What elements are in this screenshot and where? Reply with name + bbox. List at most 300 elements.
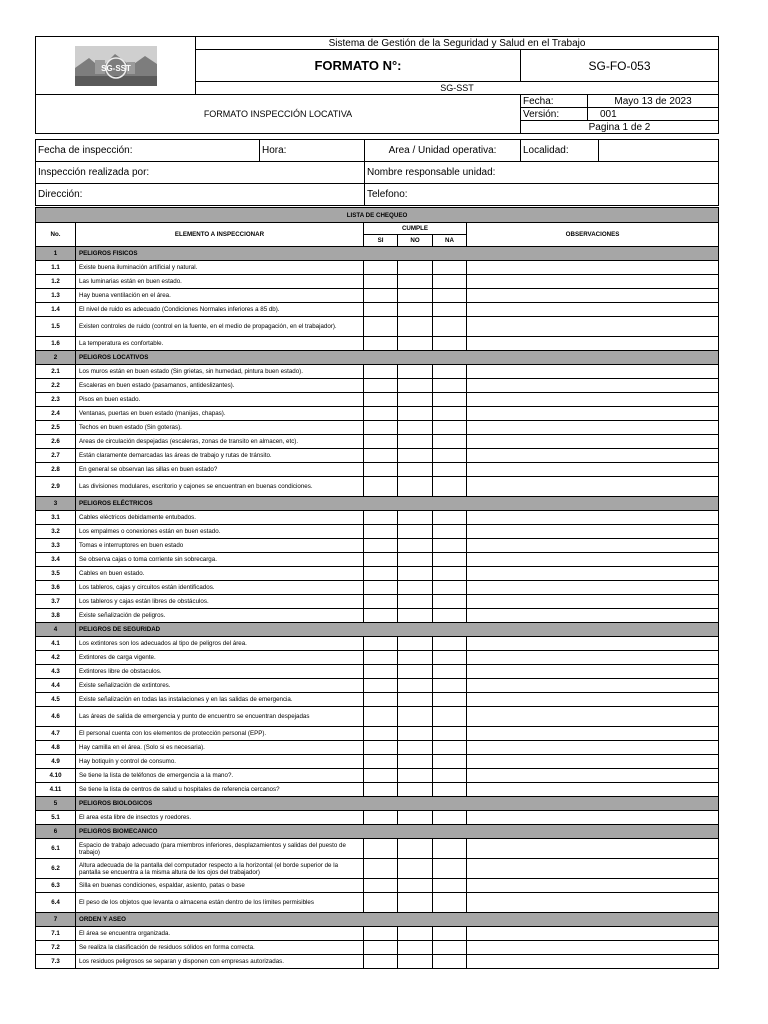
checklist-section bbox=[36, 913, 719, 927]
checklist-row bbox=[36, 317, 719, 337]
no-checkbox-cell[interactable] bbox=[398, 769, 433, 783]
responsable-label: Nombre responsable unidad: bbox=[365, 162, 719, 184]
checklist-row bbox=[36, 755, 719, 769]
si-checkbox-cell[interactable] bbox=[364, 595, 398, 609]
no-checkbox-cell[interactable] bbox=[398, 665, 433, 679]
na-checkbox-cell[interactable] bbox=[433, 553, 467, 567]
no-checkbox-cell[interactable] bbox=[398, 707, 433, 727]
item-description: El peso de los objetos que levanta o almacena están dentro de los límites permisibles bbox=[76, 893, 364, 913]
si-checkbox-cell[interactable] bbox=[364, 539, 398, 553]
observaciones-field[interactable] bbox=[467, 927, 719, 941]
observaciones-field[interactable] bbox=[467, 879, 719, 893]
observaciones-field[interactable] bbox=[467, 679, 719, 693]
item-description: Los muros están en buen estado (Sin grietas, sin humedad, pintura buen estado). bbox=[76, 365, 364, 379]
item-number: 2.9 bbox=[36, 477, 76, 497]
observaciones-field[interactable] bbox=[467, 741, 719, 755]
item-number: 2.5 bbox=[36, 421, 76, 435]
observaciones-field[interactable] bbox=[467, 941, 719, 955]
observaciones-field[interactable] bbox=[467, 393, 719, 407]
checklist-table bbox=[35, 207, 719, 969]
section-title: PELIGROS BIOMECANICO bbox=[76, 825, 719, 839]
no-checkbox-cell[interactable] bbox=[398, 595, 433, 609]
no-checkbox-cell[interactable] bbox=[398, 421, 433, 435]
observaciones-field[interactable] bbox=[467, 365, 719, 379]
no-checkbox-cell[interactable] bbox=[398, 379, 433, 393]
observaciones-field[interactable] bbox=[467, 651, 719, 665]
item-number: 3.1 bbox=[36, 511, 76, 525]
no-checkbox-cell[interactable] bbox=[398, 393, 433, 407]
si-checkbox-cell[interactable] bbox=[364, 783, 398, 797]
sgsst-label: SG-SST bbox=[196, 82, 719, 95]
no-checkbox-cell[interactable] bbox=[398, 337, 433, 351]
na-checkbox-cell[interactable] bbox=[433, 337, 467, 351]
checklist-body bbox=[36, 247, 719, 969]
version-value: 001 bbox=[588, 108, 719, 121]
no-checkbox-cell[interactable] bbox=[398, 727, 433, 741]
si-checkbox-cell[interactable] bbox=[364, 727, 398, 741]
na-checkbox-cell[interactable] bbox=[433, 435, 467, 449]
na-checkbox-cell[interactable] bbox=[433, 275, 467, 289]
checklist-row bbox=[36, 783, 719, 797]
checklist-row bbox=[36, 407, 719, 421]
svg-text:SG-SST: SG-SST bbox=[100, 63, 131, 73]
item-description: Los extintores son los adecuados al tipo de peligros del área. bbox=[76, 637, 364, 651]
observaciones-field[interactable] bbox=[467, 595, 719, 609]
section-number: 4 bbox=[36, 623, 76, 637]
item-description: Areas de circulación despejadas (escaleras, zonas de transito en almacen, etc). bbox=[76, 435, 364, 449]
item-description: Existen controles de ruido (control en la fuente, en el medio de propagación, en el trabajador). bbox=[76, 317, 364, 337]
observaciones-field[interactable] bbox=[467, 511, 719, 525]
checklist-section bbox=[36, 797, 719, 811]
no-checkbox-cell[interactable] bbox=[398, 525, 433, 539]
observaciones-field[interactable] bbox=[467, 463, 719, 477]
na-checkbox-cell[interactable] bbox=[433, 317, 467, 337]
item-description: Espacio de trabajo adecuado (para miembros inferiores, desplazamientos y salidas del puesto de trabajo) bbox=[76, 839, 364, 859]
na-checkbox-cell[interactable] bbox=[433, 893, 467, 913]
formato-label: FORMATO N°: bbox=[196, 50, 521, 82]
item-number: 6.1 bbox=[36, 839, 76, 859]
si-checkbox-cell[interactable] bbox=[364, 811, 398, 825]
item-description: Los empalmes o conexiones están en buen estado. bbox=[76, 525, 364, 539]
observaciones-field[interactable] bbox=[467, 317, 719, 337]
no-checkbox-cell[interactable] bbox=[398, 435, 433, 449]
observaciones-field[interactable] bbox=[467, 955, 719, 969]
no-checkbox-cell[interactable] bbox=[398, 275, 433, 289]
si-checkbox-cell[interactable] bbox=[364, 365, 398, 379]
si-checkbox-cell[interactable] bbox=[364, 463, 398, 477]
observaciones-field[interactable] bbox=[467, 449, 719, 463]
si-checkbox-cell[interactable] bbox=[364, 693, 398, 707]
item-description: Hay buena ventilación en el área. bbox=[76, 289, 364, 303]
observaciones-field[interactable] bbox=[467, 783, 719, 797]
item-number: 1.6 bbox=[36, 337, 76, 351]
na-checkbox-cell[interactable] bbox=[433, 811, 467, 825]
item-description: Los tableros y cajas están libres de obstáculos. bbox=[76, 595, 364, 609]
no-checkbox-cell[interactable] bbox=[398, 289, 433, 303]
si-checkbox-cell[interactable] bbox=[364, 567, 398, 581]
na-checkbox-cell[interactable] bbox=[433, 637, 467, 651]
item-description: Existe señalización en todas las instalaciones y en las salidas de emergencia. bbox=[76, 693, 364, 707]
item-description: Hay camilla en el área. (Solo si es necesaria). bbox=[76, 741, 364, 755]
item-number: 2.7 bbox=[36, 449, 76, 463]
na-checkbox-cell[interactable] bbox=[433, 859, 467, 879]
checklist-row bbox=[36, 553, 719, 567]
checklist-row bbox=[36, 511, 719, 525]
observaciones-field[interactable] bbox=[467, 553, 719, 567]
observaciones-field[interactable] bbox=[467, 303, 719, 317]
section-title: PELIGROS BIOLOGICOS bbox=[76, 797, 719, 811]
si-checkbox-cell[interactable] bbox=[364, 317, 398, 337]
si-checkbox-cell[interactable] bbox=[364, 303, 398, 317]
observaciones-field[interactable] bbox=[467, 567, 719, 581]
no-checkbox-cell[interactable] bbox=[398, 317, 433, 337]
col-no-option-header: NO bbox=[398, 235, 433, 247]
item-number: 2.8 bbox=[36, 463, 76, 477]
checklist-row bbox=[36, 879, 719, 893]
na-checkbox-cell[interactable] bbox=[433, 539, 467, 553]
na-checkbox-cell[interactable] bbox=[433, 679, 467, 693]
observaciones-field[interactable] bbox=[467, 379, 719, 393]
checklist-row bbox=[36, 525, 719, 539]
no-checkbox-cell[interactable] bbox=[398, 511, 433, 525]
checklist-row bbox=[36, 927, 719, 941]
item-number: 2.2 bbox=[36, 379, 76, 393]
item-number: 3.3 bbox=[36, 539, 76, 553]
item-number: 4.5 bbox=[36, 693, 76, 707]
na-checkbox-cell[interactable] bbox=[433, 769, 467, 783]
si-checkbox-cell[interactable] bbox=[364, 755, 398, 769]
realizada-por-label: Inspección realizada por: bbox=[36, 162, 365, 184]
no-checkbox-cell[interactable] bbox=[398, 609, 433, 623]
item-number: 7.1 bbox=[36, 927, 76, 941]
item-description: Existe señalización de extintores. bbox=[76, 679, 364, 693]
si-checkbox-cell[interactable] bbox=[364, 435, 398, 449]
section-number: 2 bbox=[36, 351, 76, 365]
item-description: Las divisiones modulares, escritorio y cajones se encuentran en buenas condiciones. bbox=[76, 477, 364, 497]
no-checkbox-cell[interactable] bbox=[398, 553, 433, 567]
na-checkbox-cell[interactable] bbox=[433, 393, 467, 407]
item-number: 4.10 bbox=[36, 769, 76, 783]
no-checkbox-cell[interactable] bbox=[398, 879, 433, 893]
si-checkbox-cell[interactable] bbox=[364, 893, 398, 913]
item-number: 4.7 bbox=[36, 727, 76, 741]
item-number: 3.6 bbox=[36, 581, 76, 595]
na-checkbox-cell[interactable] bbox=[433, 839, 467, 859]
si-checkbox-cell[interactable] bbox=[364, 741, 398, 755]
item-number: 1.3 bbox=[36, 289, 76, 303]
fecha-value: Mayo 13 de 2023 bbox=[588, 95, 719, 108]
si-checkbox-cell[interactable] bbox=[364, 511, 398, 525]
na-checkbox-cell[interactable] bbox=[433, 665, 467, 679]
item-number: 2.4 bbox=[36, 407, 76, 421]
item-number: 6.3 bbox=[36, 879, 76, 893]
si-checkbox-cell[interactable] bbox=[364, 941, 398, 955]
na-checkbox-cell[interactable] bbox=[433, 261, 467, 275]
checklist-row bbox=[36, 435, 719, 449]
observaciones-field[interactable] bbox=[467, 407, 719, 421]
na-checkbox-cell[interactable] bbox=[433, 581, 467, 595]
checklist-row bbox=[36, 567, 719, 581]
item-description: La temperatura es confortable. bbox=[76, 337, 364, 351]
checklist-section bbox=[36, 497, 719, 511]
checklist-row bbox=[36, 289, 719, 303]
item-description: Se tiene la lista de teléfonos de emergencia a la mano?. bbox=[76, 769, 364, 783]
no-checkbox-cell[interactable] bbox=[398, 941, 433, 955]
direccion-label: Dirección: bbox=[36, 184, 365, 206]
observaciones-field[interactable] bbox=[467, 581, 719, 595]
item-description: Existe señalización de peligros. bbox=[76, 609, 364, 623]
item-description: Extintores libre de obstaculos. bbox=[76, 665, 364, 679]
checklist-row bbox=[36, 941, 719, 955]
item-description: Existe buena iluminación artificial y natural. bbox=[76, 261, 364, 275]
checklist-row bbox=[36, 741, 719, 755]
checklist-row bbox=[36, 609, 719, 623]
item-description: Extintores de carga vigente. bbox=[76, 651, 364, 665]
item-description: El área se encuentra organizada. bbox=[76, 927, 364, 941]
checklist-row bbox=[36, 463, 719, 477]
si-checkbox-cell[interactable] bbox=[364, 859, 398, 879]
item-description: Pisos en buen estado. bbox=[76, 393, 364, 407]
na-checkbox-cell[interactable] bbox=[433, 421, 467, 435]
no-checkbox-cell[interactable] bbox=[398, 407, 433, 421]
item-number: 3.8 bbox=[36, 609, 76, 623]
item-description: El nivel de ruido es adecuado (Condiciones Normales inferiores a 85 db). bbox=[76, 303, 364, 317]
section-number: 7 bbox=[36, 913, 76, 927]
section-number: 1 bbox=[36, 247, 76, 261]
na-checkbox-cell[interactable] bbox=[433, 525, 467, 539]
checklist-row bbox=[36, 477, 719, 497]
observaciones-field[interactable] bbox=[467, 261, 719, 275]
no-checkbox-cell[interactable] bbox=[398, 839, 433, 859]
item-number: 4.9 bbox=[36, 755, 76, 769]
item-number: 5.1 bbox=[36, 811, 76, 825]
telefono-label: Telefono: bbox=[365, 184, 719, 206]
logo-cell bbox=[36, 37, 196, 95]
localidad-field[interactable] bbox=[599, 140, 719, 162]
item-number: 4.1 bbox=[36, 637, 76, 651]
section-title: PELIGROS ELÉCTRICOS bbox=[76, 497, 719, 511]
si-checkbox-cell[interactable] bbox=[364, 261, 398, 275]
na-checkbox-cell[interactable] bbox=[433, 407, 467, 421]
na-checkbox-cell[interactable] bbox=[433, 955, 467, 969]
no-checkbox-cell[interactable] bbox=[398, 477, 433, 497]
item-number: 2.3 bbox=[36, 393, 76, 407]
item-number: 4.6 bbox=[36, 707, 76, 727]
no-checkbox-cell[interactable] bbox=[398, 893, 433, 913]
item-description: Tomas e interruptores en buen estado bbox=[76, 539, 364, 553]
checklist-row bbox=[36, 637, 719, 651]
no-checkbox-cell[interactable] bbox=[398, 637, 433, 651]
item-description: Techos en buen estado (Sin goteras). bbox=[76, 421, 364, 435]
no-checkbox-cell[interactable] bbox=[398, 261, 433, 275]
na-checkbox-cell[interactable] bbox=[433, 941, 467, 955]
si-checkbox-cell[interactable] bbox=[364, 769, 398, 783]
na-checkbox-cell[interactable] bbox=[433, 365, 467, 379]
observaciones-field[interactable] bbox=[467, 859, 719, 879]
no-checkbox-cell[interactable] bbox=[398, 679, 433, 693]
observaciones-field[interactable] bbox=[467, 707, 719, 727]
si-checkbox-cell[interactable] bbox=[364, 637, 398, 651]
si-checkbox-cell[interactable] bbox=[364, 379, 398, 393]
na-checkbox-cell[interactable] bbox=[433, 477, 467, 497]
si-checkbox-cell[interactable] bbox=[364, 927, 398, 941]
item-description: Se tiene la lista de centros de salud u hospitales de referencia cercanos? bbox=[76, 783, 364, 797]
na-checkbox-cell[interactable] bbox=[433, 449, 467, 463]
si-checkbox-cell[interactable] bbox=[364, 525, 398, 539]
area-label: Area / Unidad operativa: bbox=[365, 140, 521, 162]
no-checkbox-cell[interactable] bbox=[398, 303, 433, 317]
na-checkbox-cell[interactable] bbox=[433, 609, 467, 623]
na-checkbox-cell[interactable] bbox=[433, 289, 467, 303]
na-checkbox-cell[interactable] bbox=[433, 879, 467, 893]
no-checkbox-cell[interactable] bbox=[398, 539, 433, 553]
no-checkbox-cell[interactable] bbox=[398, 811, 433, 825]
item-number: 1.2 bbox=[36, 275, 76, 289]
na-checkbox-cell[interactable] bbox=[433, 379, 467, 393]
section-title: PELIGROS DE SEGURIDAD bbox=[76, 623, 719, 637]
no-checkbox-cell[interactable] bbox=[398, 859, 433, 879]
no-checkbox-cell[interactable] bbox=[398, 449, 433, 463]
na-checkbox-cell[interactable] bbox=[433, 741, 467, 755]
item-number: 2.1 bbox=[36, 365, 76, 379]
si-checkbox-cell[interactable] bbox=[364, 707, 398, 727]
item-number: 1.5 bbox=[36, 317, 76, 337]
observaciones-field[interactable] bbox=[467, 893, 719, 913]
checklist-row bbox=[36, 859, 719, 879]
formato-code: SG-FO-053 bbox=[521, 50, 719, 82]
observaciones-field[interactable] bbox=[467, 539, 719, 553]
na-checkbox-cell[interactable] bbox=[433, 567, 467, 581]
observaciones-field[interactable] bbox=[467, 609, 719, 623]
no-checkbox-cell[interactable] bbox=[398, 955, 433, 969]
si-checkbox-cell[interactable] bbox=[364, 651, 398, 665]
section-title: PELIGROS FISICOS bbox=[76, 247, 719, 261]
observaciones-field[interactable] bbox=[467, 755, 719, 769]
no-checkbox-cell[interactable] bbox=[398, 581, 433, 595]
observaciones-field[interactable] bbox=[467, 637, 719, 651]
section-title: ORDEN Y ASEO bbox=[76, 913, 719, 927]
item-number: 4.3 bbox=[36, 665, 76, 679]
observaciones-field[interactable] bbox=[467, 769, 719, 783]
observaciones-field[interactable] bbox=[467, 289, 719, 303]
col-si-header: SI bbox=[364, 235, 398, 247]
item-description: Los tableros, cajas y circuitos están identificados. bbox=[76, 581, 364, 595]
item-description: Escaleras en buen estado (pasamanos, antideslizantes). bbox=[76, 379, 364, 393]
no-checkbox-cell[interactable] bbox=[398, 783, 433, 797]
checklist-row bbox=[36, 337, 719, 351]
item-description: El personal cuenta con los elementos de protección personal (EPP). bbox=[76, 727, 364, 741]
fecha-label: Fecha: bbox=[521, 95, 588, 108]
item-description: Hay botiquín y control de consumo. bbox=[76, 755, 364, 769]
na-checkbox-cell[interactable] bbox=[433, 463, 467, 477]
item-description: Se realiza la clasificación de residuos sólidos en forma correcta. bbox=[76, 941, 364, 955]
item-number: 2.6 bbox=[36, 435, 76, 449]
observaciones-field[interactable] bbox=[467, 525, 719, 539]
checklist-row bbox=[36, 581, 719, 595]
no-checkbox-cell[interactable] bbox=[398, 365, 433, 379]
no-checkbox-cell[interactable] bbox=[398, 927, 433, 941]
na-checkbox-cell[interactable] bbox=[433, 595, 467, 609]
na-checkbox-cell[interactable] bbox=[433, 755, 467, 769]
item-number: 4.8 bbox=[36, 741, 76, 755]
observaciones-field[interactable] bbox=[467, 421, 719, 435]
item-number: 4.11 bbox=[36, 783, 76, 797]
na-checkbox-cell[interactable] bbox=[433, 727, 467, 741]
na-checkbox-cell[interactable] bbox=[433, 707, 467, 727]
no-checkbox-cell[interactable] bbox=[398, 755, 433, 769]
section-number: 6 bbox=[36, 825, 76, 839]
item-description: Están claramente demarcadas las áreas de trabajo y rutas de tránsito. bbox=[76, 449, 364, 463]
item-description: Se observa cajas o toma corriente sin sobrecarga. bbox=[76, 553, 364, 567]
checklist-title: LISTA DE CHEQUEO bbox=[36, 208, 719, 223]
si-checkbox-cell[interactable] bbox=[364, 879, 398, 893]
si-checkbox-cell[interactable] bbox=[364, 393, 398, 407]
si-checkbox-cell[interactable] bbox=[364, 407, 398, 421]
checklist-row bbox=[36, 421, 719, 435]
checklist-row bbox=[36, 275, 719, 289]
na-checkbox-cell[interactable] bbox=[433, 651, 467, 665]
company-logo-icon bbox=[75, 46, 157, 86]
no-checkbox-cell[interactable] bbox=[398, 651, 433, 665]
checklist-row bbox=[36, 707, 719, 727]
na-checkbox-cell[interactable] bbox=[433, 693, 467, 707]
observaciones-field[interactable] bbox=[467, 727, 719, 741]
si-checkbox-cell[interactable] bbox=[364, 275, 398, 289]
na-checkbox-cell[interactable] bbox=[433, 783, 467, 797]
si-checkbox-cell[interactable] bbox=[364, 289, 398, 303]
checklist-row bbox=[36, 839, 719, 859]
si-checkbox-cell[interactable] bbox=[364, 679, 398, 693]
no-checkbox-cell[interactable] bbox=[398, 741, 433, 755]
document-title: FORMATO INSPECCIÓN LOCATIVA bbox=[36, 95, 521, 134]
no-checkbox-cell[interactable] bbox=[398, 463, 433, 477]
observaciones-field[interactable] bbox=[467, 811, 719, 825]
si-checkbox-cell[interactable] bbox=[364, 665, 398, 679]
checklist-row bbox=[36, 595, 719, 609]
observaciones-field[interactable] bbox=[467, 693, 719, 707]
hora-label: Hora: bbox=[260, 140, 365, 162]
si-checkbox-cell[interactable] bbox=[364, 477, 398, 497]
si-checkbox-cell[interactable] bbox=[364, 421, 398, 435]
no-checkbox-cell[interactable] bbox=[398, 693, 433, 707]
observaciones-field[interactable] bbox=[467, 435, 719, 449]
system-title: Sistema de Gestión de la Seguridad y Salud en el Trabajo bbox=[196, 37, 719, 50]
na-checkbox-cell[interactable] bbox=[433, 511, 467, 525]
si-checkbox-cell[interactable] bbox=[364, 839, 398, 859]
item-number: 3.7 bbox=[36, 595, 76, 609]
si-checkbox-cell[interactable] bbox=[364, 609, 398, 623]
observaciones-field[interactable] bbox=[467, 839, 719, 859]
si-checkbox-cell[interactable] bbox=[364, 449, 398, 463]
si-checkbox-cell[interactable] bbox=[364, 553, 398, 567]
item-number: 6.2 bbox=[36, 859, 76, 879]
si-checkbox-cell[interactable] bbox=[364, 581, 398, 595]
observaciones-field[interactable] bbox=[467, 275, 719, 289]
na-checkbox-cell[interactable] bbox=[433, 303, 467, 317]
observaciones-field[interactable] bbox=[467, 337, 719, 351]
si-checkbox-cell[interactable] bbox=[364, 337, 398, 351]
si-checkbox-cell[interactable] bbox=[364, 955, 398, 969]
checklist-row bbox=[36, 955, 719, 969]
na-checkbox-cell[interactable] bbox=[433, 927, 467, 941]
no-checkbox-cell[interactable] bbox=[398, 567, 433, 581]
item-number: 4.4 bbox=[36, 679, 76, 693]
observaciones-field[interactable] bbox=[467, 665, 719, 679]
observaciones-field[interactable] bbox=[467, 477, 719, 497]
item-description: Cables en buen estado. bbox=[76, 567, 364, 581]
section-number: 3 bbox=[36, 497, 76, 511]
item-description: Las luminarias están en buen estado. bbox=[76, 275, 364, 289]
